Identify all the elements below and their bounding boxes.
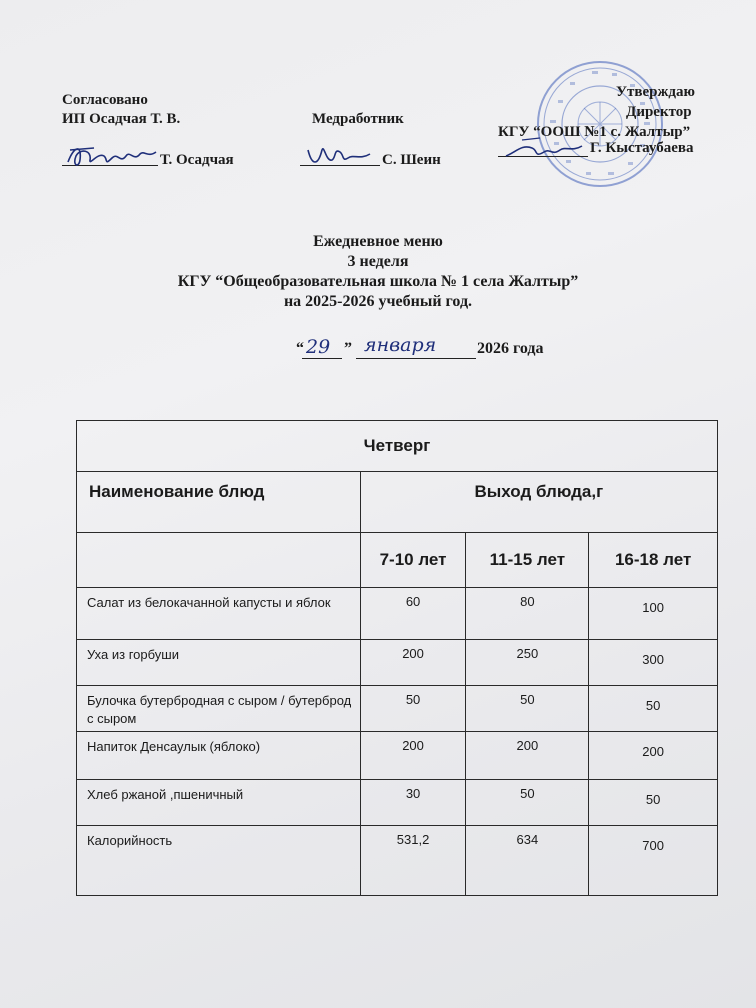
portion-cell [466, 588, 589, 640]
approval-left-name: Т. Осадчая [160, 152, 234, 168]
heading-line-1: Ежедневное меню [313, 233, 443, 250]
heading-line-4: на 2025-2026 учебный год. [283, 293, 473, 310]
dish-name [77, 732, 361, 780]
portion-value: 300 [642, 652, 664, 667]
portion-cell [466, 640, 589, 686]
portion-cell [360, 732, 466, 780]
portion-value: 60 [405, 594, 421, 609]
age-group-2: 11-15 лет [466, 533, 589, 588]
signature-mid [304, 140, 380, 170]
portion-value: 30 [405, 786, 421, 801]
portion-value: 531,2 [396, 832, 430, 847]
portion-cell [589, 640, 718, 686]
portion-cell [589, 780, 718, 826]
approval-right-position: Директор [626, 104, 692, 120]
approval-left-title: Согласовано [62, 92, 148, 108]
portion-cell [360, 826, 466, 896]
heading-line-2: 3 неделя [347, 253, 409, 270]
output-header [360, 472, 717, 533]
portion-value: 200 [402, 646, 424, 661]
dish-name-text: Напиток Денсаулык (яблоко) [87, 739, 261, 754]
portion-value: 634 [516, 832, 539, 847]
age-group-3: 16-18 лет [589, 533, 718, 588]
portion-cell [360, 640, 466, 686]
date-month-line [356, 358, 476, 359]
portion-value: 80 [520, 594, 535, 609]
portion-value: 50 [645, 698, 661, 713]
date-quote-close: ” [344, 340, 352, 357]
dish-name-text: Хлеб ржаной ,пшеничный [87, 787, 244, 802]
date-day-line [302, 358, 342, 359]
table-row [77, 686, 718, 732]
table-row [77, 588, 718, 640]
portion-cell [589, 826, 718, 896]
approval-right-title: Утверждаю [616, 84, 695, 100]
date-day: 29 [306, 336, 331, 358]
approval-left-org: ИП Осадчая Т. В. [62, 111, 181, 127]
portion-value: 100 [642, 600, 664, 615]
dish-name-header [77, 472, 361, 533]
age-empty-cell [77, 533, 361, 588]
dish-name [77, 686, 361, 732]
portion-cell [589, 732, 718, 780]
age-group-1: 7-10 лет [360, 533, 466, 588]
portion-cell [360, 780, 466, 826]
date-month: января [364, 334, 437, 356]
approval-right-org: КГУ “ООШ №1 с. Жалтыр” [498, 124, 691, 140]
table-row [77, 640, 718, 686]
portion-value: 700 [642, 838, 664, 853]
table-row [77, 780, 718, 826]
portion-value: 200 [642, 744, 664, 759]
date-quote-open: “ [296, 340, 304, 357]
dish-name [77, 826, 361, 896]
date-year: 2026 года [477, 340, 544, 357]
dish-name-header-text: Наименование блюд [89, 482, 265, 501]
output-header-text: Выход блюда,г [474, 482, 604, 501]
heading-line-3: КГУ “Общеобразовательная школа № 1 села Жалтыр” [177, 273, 579, 290]
portion-value: 250 [516, 646, 539, 661]
approval-mid-title: Медработник [312, 111, 404, 127]
dish-name [77, 640, 361, 686]
table-row [77, 826, 718, 896]
portion-value: 50 [520, 692, 535, 707]
menu-table [76, 420, 718, 896]
portion-value: 200 [402, 738, 424, 753]
portion-cell [466, 826, 589, 896]
portion-value: 50 [520, 786, 535, 801]
dish-name [77, 780, 361, 826]
signature-right [502, 134, 592, 162]
dish-name-text: Уха из горбуши [87, 647, 179, 662]
portion-value: 200 [516, 738, 539, 753]
dish-name-text: Булочка бутербродная с сыром / бутерброд с сыром [87, 693, 352, 726]
table-row [77, 732, 718, 780]
portion-cell [589, 686, 718, 732]
dish-name [77, 588, 361, 640]
portion-cell [589, 588, 718, 640]
portion-value: 50 [405, 692, 421, 707]
approval-right-name: Г. Кыстаубаева [590, 140, 694, 156]
portion-cell [360, 686, 466, 732]
portion-cell [466, 780, 589, 826]
approval-mid-name: С. Шеин [382, 152, 441, 168]
portion-cell [466, 732, 589, 780]
dish-name-text: Салат из белокачанной капусты и яблок [87, 595, 331, 610]
portion-value: 50 [645, 792, 661, 807]
signature-left [64, 140, 160, 174]
portion-cell [360, 588, 466, 640]
day-header: Четверг [77, 421, 718, 472]
portion-cell [466, 686, 589, 732]
dish-name-text: Калорийность [87, 833, 173, 848]
